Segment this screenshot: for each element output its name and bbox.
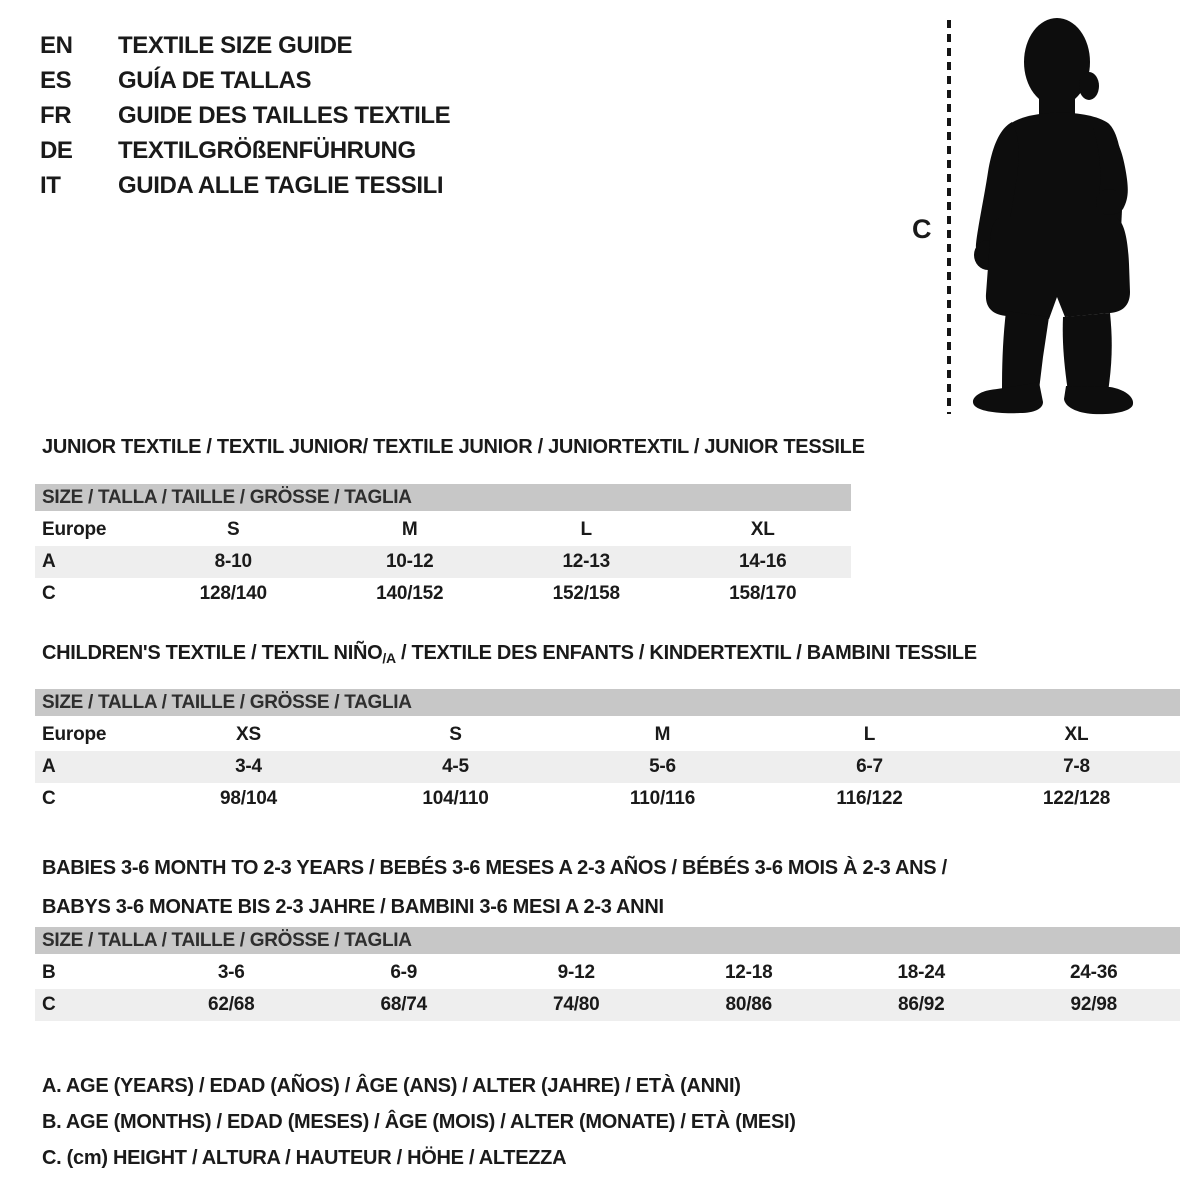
table-cell: 92/98 — [1070, 994, 1118, 1015]
table-cell: 68/74 — [380, 994, 428, 1015]
language-code: FR — [40, 101, 72, 129]
language-code: ES — [40, 66, 72, 94]
table-cell: 3-6 — [217, 962, 245, 983]
table-cell: 4-5 — [442, 756, 469, 777]
row-label: Europe — [42, 724, 107, 745]
junior-section-heading: JUNIOR TEXTILE / TEXTIL JUNIOR/ TEXTILE JUNIOR / JUNIORTEXTIL / JUNIOR TESSILE — [42, 436, 865, 458]
table-cell: XS — [236, 724, 261, 745]
table-cell: M — [654, 724, 671, 745]
height-dashed-line — [947, 20, 951, 414]
table-cell: 5-6 — [649, 756, 676, 777]
language-code: EN — [40, 31, 73, 59]
table-cell: 6-9 — [390, 962, 418, 983]
table-row-height — [35, 989, 1180, 1021]
table-row-age — [35, 546, 851, 578]
table-cell: L — [863, 724, 876, 745]
size-header-bar: SIZE / TALLA / TAILLE / GRÖSSE / TAGLIA — [35, 689, 1180, 716]
row-label: C — [42, 788, 56, 809]
legend-line-b: B. AGE (MONTHS) / EDAD (MESES) / ÂGE (MOIS) / ALTER (MONATE) / ETÀ (MESI) — [42, 1110, 796, 1133]
children-size-table — [35, 689, 1180, 815]
table-cell: 10-12 — [385, 551, 434, 572]
row-label: C — [42, 583, 56, 604]
table-cell: 152/158 — [552, 583, 620, 604]
table-cell: 128/140 — [199, 583, 267, 604]
babies-heading-line2: BABYS 3-6 MONATE BIS 2-3 JAHRE / BAMBINI 3-6 MESI A 2-3 ANNI — [42, 896, 664, 918]
language-row-it — [40, 168, 450, 203]
babies-section-heading — [42, 849, 947, 927]
table-cell: 6-7 — [856, 756, 883, 777]
table-cell: 9-12 — [557, 962, 595, 983]
table-cell: 8-10 — [214, 551, 252, 572]
language-code: DE — [40, 136, 73, 164]
table-cell: 12-13 — [562, 551, 611, 572]
guide-title-de: TEXTILGRÖßENFÜHRUNG — [118, 136, 416, 164]
legend-line-a: A. AGE (YEARS) / EDAD (AÑOS) / ÂGE (ANS) / ALTER (JAHRE) / ETÀ (ANNI) — [42, 1074, 741, 1097]
table-cell: 62/68 — [207, 994, 255, 1015]
table-cell: 116/122 — [836, 788, 903, 809]
table-cell: S — [449, 724, 462, 745]
children-section-heading — [42, 642, 977, 666]
guide-title-es: GUÍA DE TALLAS — [118, 66, 312, 94]
height-measure-label: C — [912, 214, 932, 244]
row-label: B — [42, 962, 56, 983]
legend — [42, 1068, 796, 1176]
size-header-bar: SIZE / TALLA / TAILLE / GRÖSSE / TAGLIA — [35, 927, 1180, 954]
table-row-europe — [35, 719, 1180, 751]
language-row-de — [40, 133, 450, 168]
table-cell: XL — [1064, 724, 1089, 745]
guide-title-en: TEXTILE SIZE GUIDE — [118, 31, 353, 59]
table-cell: 14-16 — [738, 551, 787, 572]
guide-title-fr: GUIDE DES TAILLES TEXTILE — [118, 101, 451, 129]
babies-size-table — [35, 927, 1180, 1021]
table-cell: 104/110 — [422, 788, 489, 809]
table-cell: XL — [750, 519, 775, 540]
toddler-silhouette-icon — [962, 12, 1140, 420]
table-cell: 18-24 — [897, 962, 946, 983]
children-heading-sub: /A — [382, 650, 396, 666]
table-row-height — [35, 578, 851, 610]
table-cell: 140/152 — [376, 583, 444, 604]
language-header — [40, 28, 450, 203]
language-row-fr — [40, 98, 450, 133]
size-header-bar: SIZE / TALLA / TAILLE / GRÖSSE / TAGLIA — [35, 484, 851, 511]
table-cell: 110/116 — [629, 788, 696, 809]
language-row-es — [40, 63, 450, 98]
table-cell: 7-8 — [1063, 756, 1090, 777]
babies-heading-line1: BABIES 3-6 MONTH TO 2-3 YEARS / BEBÉS 3-6 MESES A 2-3 AÑOS / BÉBÉS 3-6 MOIS À 2-3 ANS / — [42, 857, 947, 879]
table-row-age — [35, 751, 1180, 783]
table-cell: 158/170 — [729, 583, 797, 604]
children-heading-suffix: / TEXTILE DES ENFANTS / KINDERTEXTIL / BAMBINI TESSILE — [395, 642, 977, 664]
table-cell: 86/92 — [897, 994, 945, 1015]
table-cell: 98/104 — [220, 788, 277, 809]
junior-size-table — [35, 484, 851, 610]
legend-line-c: C. (cm) HEIGHT / ALTURA / HAUTEUR / HÖHE / ALTEZZA — [42, 1146, 567, 1169]
language-code: IT — [40, 171, 61, 199]
table-row-height — [35, 783, 1180, 815]
table-cell: 122/128 — [1042, 788, 1111, 809]
row-label: A — [42, 551, 56, 572]
table-cell: 12-18 — [724, 962, 773, 983]
table-cell: 74/80 — [552, 994, 600, 1015]
row-label: Europe — [42, 519, 107, 540]
table-cell: 24-36 — [1069, 962, 1118, 983]
guide-title-it: GUIDA ALLE TAGLIE TESSILI — [118, 171, 444, 199]
row-label: A — [42, 756, 56, 777]
table-cell: M — [401, 519, 418, 540]
children-heading-prefix: CHILDREN'S TEXTILE / TEXTIL NIÑO — [42, 642, 383, 664]
row-label: C — [42, 994, 56, 1015]
table-cell: 80/86 — [725, 994, 773, 1015]
table-cell: 3-4 — [235, 756, 262, 777]
table-row-europe — [35, 514, 851, 546]
table-cell: S — [227, 519, 240, 540]
table-cell: L — [580, 519, 592, 540]
language-row-en — [40, 28, 450, 63]
table-row-months — [35, 957, 1180, 989]
